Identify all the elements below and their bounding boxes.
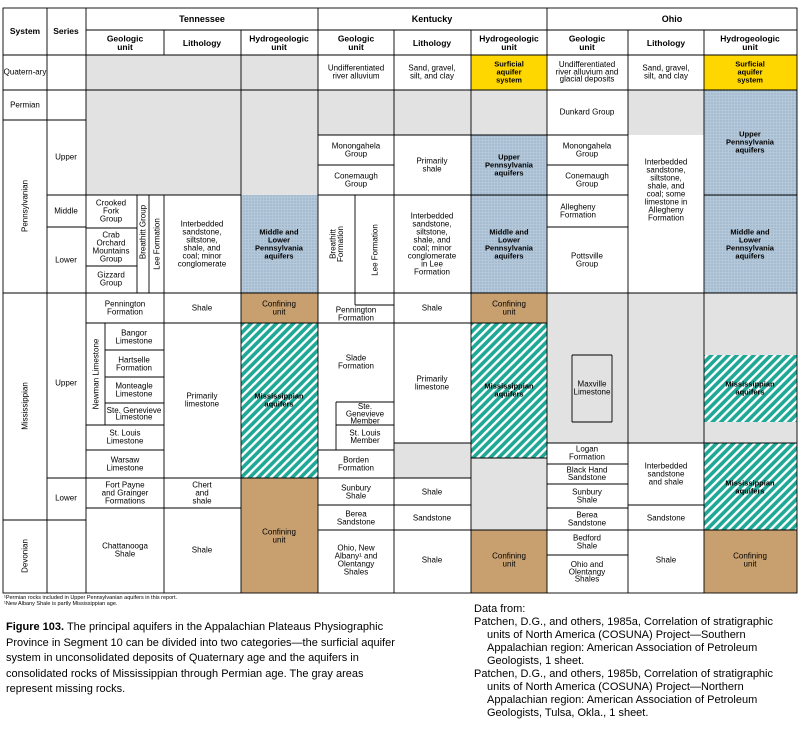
header-geologic-unit-0: Geologic unit: [106, 33, 144, 53]
tn-pennington-confining: Confining unit: [262, 299, 296, 317]
tn-bangor: Bangor Limestone: [115, 328, 153, 346]
oh-berea-lith: Sandstone: [646, 513, 686, 523]
oh-dev-lith: Shale: [655, 555, 677, 565]
ky-sunbury: Sunbury Shale: [341, 483, 371, 501]
oh-monongahela: Monongahela Group: [562, 141, 612, 159]
ky-borden: Borden Formation: [337, 455, 375, 473]
ky-ohio-lith: Shale: [421, 555, 443, 565]
ky-upper-lithology: Primarily shale: [416, 156, 448, 174]
gray-ky-perm: [318, 90, 547, 135]
fill-areas: [86, 55, 797, 593]
series-miss-upper: Upper: [55, 378, 77, 388]
oh-olentangy: Ohio and Olentangy Shales: [568, 559, 606, 584]
series-penn-lower: Lower: [55, 255, 77, 265]
reference-2: Patchen, D.G., and others, 1985b, Correlation of stratigraphic units of North America (COSUNA) Project—Northern Appalachian region: American Association of Petroleum Geologists, Tulsa, Okla., 1 sheet.: [474, 668, 773, 719]
tn-fort-payne: Fort Payne and Grainger Formations: [101, 480, 149, 506]
oh-dev-confining: Confining unit: [733, 551, 767, 569]
header-series: Series: [53, 25, 79, 36]
ky-miss-aquifer: Mississippian aquifers: [484, 381, 534, 399]
header-system: System: [9, 25, 41, 36]
gray-ky-litho-gap: [394, 443, 471, 478]
system-quaternary: Quatern-ary: [3, 67, 47, 77]
ky-q-lithology: Sand, gravel, silt, and clay: [408, 63, 456, 81]
oh-penn-lithology: Interbedded sandstone, siltstone, shale, and coal; some limestone in Allegheny Formation: [644, 157, 688, 223]
header-hydro-unit-8: Hydrogeologic unit: [720, 33, 780, 53]
oh-q-unit: Undifferentiated river alluvium and glacial deposits: [555, 59, 619, 84]
ky-pennington-confining: Confining unit: [492, 299, 526, 317]
header-lithology-4: Lithology: [412, 37, 452, 48]
reference-1: Patchen, D.G., and others, 1985a, Correlation of stratigraphic units of North America (COSUNA) Project—Southern Appalachian region: American Association of Petroleum Geologists, 1 sheet.: [474, 616, 773, 667]
tn-crooked-fork: Crooked Fork Group: [95, 198, 127, 224]
series-penn-upper: Upper: [55, 152, 77, 162]
footnote-2: ¹New Albany Shale is partly Mississippian age.: [4, 601, 118, 607]
oh-upper-aquifer: Upper Pennsylvania aquifers: [726, 129, 774, 155]
header-lithology-1: Lithology: [182, 37, 222, 48]
tn-warsaw: Warsaw Limestone: [106, 455, 144, 473]
system-mississippian: Mississippian: [20, 382, 30, 430]
ky-q-aquifer: Surficial aquifer system: [494, 59, 524, 85]
tn-fort-lithology: Chert and shale: [192, 480, 212, 506]
tn-breathitt: Breathitt Group: [138, 204, 148, 260]
header-hydro-unit-2: Hydrogeologic unit: [249, 33, 309, 53]
tn-newman: Newman Limestone: [91, 338, 101, 410]
oh-maxville-aquifer: Mississippian aquifers: [725, 379, 775, 397]
oh-lower-aquifer: Mississippian aquifers: [725, 478, 775, 496]
series-penn-middle: Middle: [54, 206, 78, 216]
tn-penn-lithology: Interbedded sandstone, siltstone, shale, and coal; minor conglomerate: [177, 219, 227, 269]
oh-allegheny: Allegheny Formation: [559, 202, 597, 220]
gray-ohio-litho-perm: [628, 90, 704, 135]
tn-chattanooga: Chattanooga Shale: [102, 541, 148, 559]
caption-text: The principal aquifers in the Appalachian Plateaus Physiographic Province in Segment 10 can be divided into two categories—the surficial aquifer system in unconsolidated deposits of Quaternary age and the aquifers in consolidated rocks of Mississippian through Permian age. The gray areas represent missing rocks.: [6, 621, 395, 695]
header-ohio: Ohio: [661, 14, 683, 25]
footnotes: [4, 595, 177, 607]
tn-ste-gen: Ste. Genevieve Limestone: [106, 405, 162, 422]
figure-caption: [6, 620, 402, 698]
oh-maxville: Maxville Limestone: [573, 379, 611, 397]
ky-st-louis: St. Louis Member: [349, 428, 381, 445]
ky-berea: Berea Sandstone: [336, 509, 376, 527]
tn-st-louis: St. Louis Limestone: [106, 428, 144, 446]
ky-pennington: Pennington Formation: [335, 305, 377, 323]
header-hydro-unit-5: Hydrogeologic unit: [479, 33, 539, 53]
ky-conemaugh: Conemaugh Group: [334, 171, 378, 189]
ky-slade: Slade Formation: [337, 353, 375, 371]
oh-conemaugh: Conemaugh Group: [565, 171, 609, 189]
tn-lee: Lee Formation: [152, 218, 162, 270]
header-geologic-unit-6: Geologic unit: [568, 33, 606, 53]
header-lithology-7: Lithology: [646, 37, 686, 48]
oh-black-hand: Black Hand Sandstone: [566, 465, 608, 482]
oh-logan-lithology: Interbedded sandstone and shale: [644, 461, 688, 487]
ky-river-alluvium: Undifferentiated river alluvium: [327, 63, 385, 81]
ky-ml-aquifer: Middle and Lower Pennsylvania aquifers: [485, 227, 533, 261]
series-miss-lower: Lower: [55, 493, 77, 503]
system-pennsylvanian: Pennsylvanian: [20, 179, 30, 233]
ky-monongahela: Monongahela Group: [331, 141, 381, 159]
oh-berea: Berea Sandstone: [567, 510, 607, 528]
header-kentucky: Kentucky: [411, 14, 453, 25]
tn-monteagle: Monteagle Limestone: [115, 381, 153, 399]
tn-crab-orchard: Crab Orchard Mountains Group: [92, 230, 130, 264]
gray-ohio-pennington: [547, 293, 704, 443]
ky-ohio-shale: Ohio, New Albany¹ and Olentangy Shales: [334, 543, 378, 577]
oh-q-aquifer: Surficial aquifer system: [735, 59, 765, 85]
oh-sunbury: Sunbury Shale: [572, 487, 602, 505]
tn-pennington: Pennington Formation: [104, 299, 146, 317]
footnote-1: ¹Permian rocks included in Upper Pennsylvanian aquifers in this report.: [4, 595, 178, 601]
gray-ohio-hydro-gap: [704, 293, 797, 355]
ky-breathitt: BreathittFormation: [328, 225, 345, 263]
ky-upper-aquifer: Upper Pennsylvania aquifers: [485, 152, 533, 178]
system-devonian: Devonian: [20, 539, 30, 573]
data-sources: [474, 603, 792, 720]
data-from-title: Data from:: [474, 603, 526, 615]
ky-lee: Lee Formation: [370, 224, 380, 276]
ky-dev-confining: Confining unit: [492, 551, 526, 569]
system-permian: Permian: [10, 100, 40, 110]
ky-ste-gen: Ste. Genevieve Member: [345, 401, 385, 426]
tn-pennington-lith: Shale: [191, 303, 213, 313]
header-geologic-unit-3: Geologic unit: [337, 33, 375, 53]
ky-berea-lith: Sandstone: [412, 513, 452, 523]
oh-ml-aquifer: Middle and Lower Pennsylvania aquifers: [726, 227, 774, 261]
oh-logan: Logan Formation: [568, 444, 606, 462]
ky-miss-lithology: Primarily limestone: [414, 374, 450, 392]
oh-q-lithology: Sand, gravel, silt, and clay: [642, 63, 690, 81]
tn-miss-lithology: Primarily limestone: [184, 391, 220, 409]
gray-ohio-hydro-gap2: [704, 422, 797, 443]
oh-bedford: Bedford Shale: [572, 533, 602, 551]
tn-miss-aquifer: Mississippian aquifers: [254, 391, 304, 409]
ky-pennington-lith: Shale: [421, 303, 443, 313]
gray-ky-hydro-gap: [471, 458, 547, 530]
tn-penn-aquifer: Middle and Lower Pennsylvania aquifers: [255, 227, 303, 261]
tn-gizzard: Gizzard Group: [97, 270, 125, 288]
header-tennessee: Tennessee: [179, 14, 225, 25]
tn-hartselle: Hartselle Formation: [115, 355, 153, 373]
tn-chattanooga-lith: Shale: [191, 545, 213, 555]
oh-pottsville: Pottsville Group: [570, 251, 604, 269]
gray-tn-upper: [86, 55, 318, 195]
tn-dev-confining: Confining unit: [262, 527, 296, 545]
ky-ml-lithology: Interbedded sandstone, siltstone, shale, and coal; minor conglomerate in Lee Formation: [407, 211, 457, 277]
caption-label: Figure 103.: [6, 621, 65, 633]
ky-sunbury-lith: Shale: [421, 487, 443, 497]
oh-dunkard: Dunkard Group: [559, 107, 615, 117]
